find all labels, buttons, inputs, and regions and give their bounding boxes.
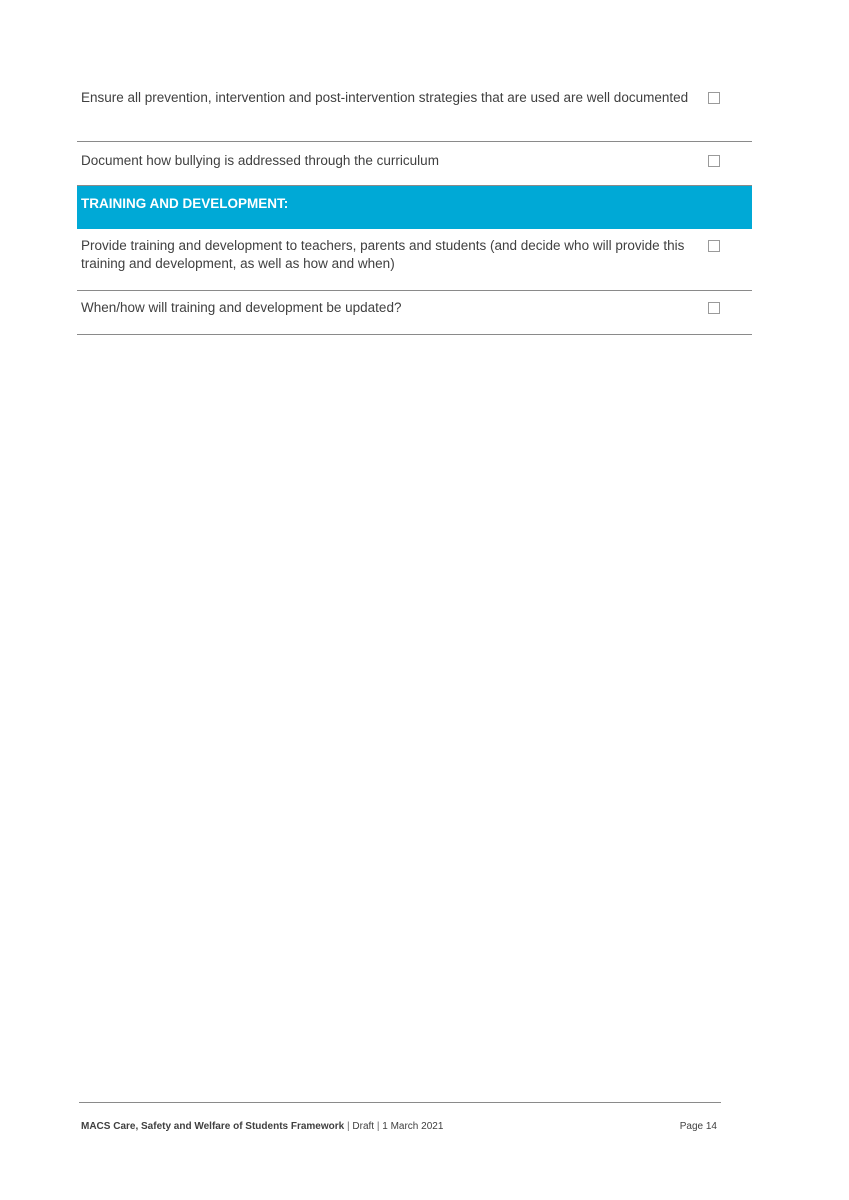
checklist-row [77,80,752,142]
footer-separator: | [347,1121,350,1132]
checklist-item-text: When/how will training and development be updated? [81,300,402,315]
section-header-training: TRAINING AND DEVELOPMENT: [77,186,752,229]
checkbox[interactable] [708,92,720,104]
footer-status: Draft [352,1121,375,1132]
checklist-item-text: Ensure all prevention, intervention and post-intervention strategies that are used are well documented [81,90,689,105]
checkbox[interactable] [708,302,720,314]
checkbox[interactable] [708,240,720,252]
footer-document-title: MACS Care, Safety and Welfare of Students Framework [81,1121,345,1132]
page-footer [81,1120,717,1134]
checkbox[interactable] [708,155,720,167]
checklist-row [77,291,752,335]
checklist-row [77,229,752,291]
footer-date: 1 March 2021 [382,1121,444,1132]
checklist-item-text: Provide training and development to teachers, parents and students (and decide who will provide this training and development, as well as how and when) [81,238,685,271]
footer-separator: | [376,1121,380,1132]
checklist-table [77,80,752,335]
footer-divider [79,1102,721,1103]
page-number: Page 14 [679,1121,717,1132]
checklist-item-text: Document how bullying is addressed through the curriculum [81,153,439,168]
checklist-row [77,142,752,186]
